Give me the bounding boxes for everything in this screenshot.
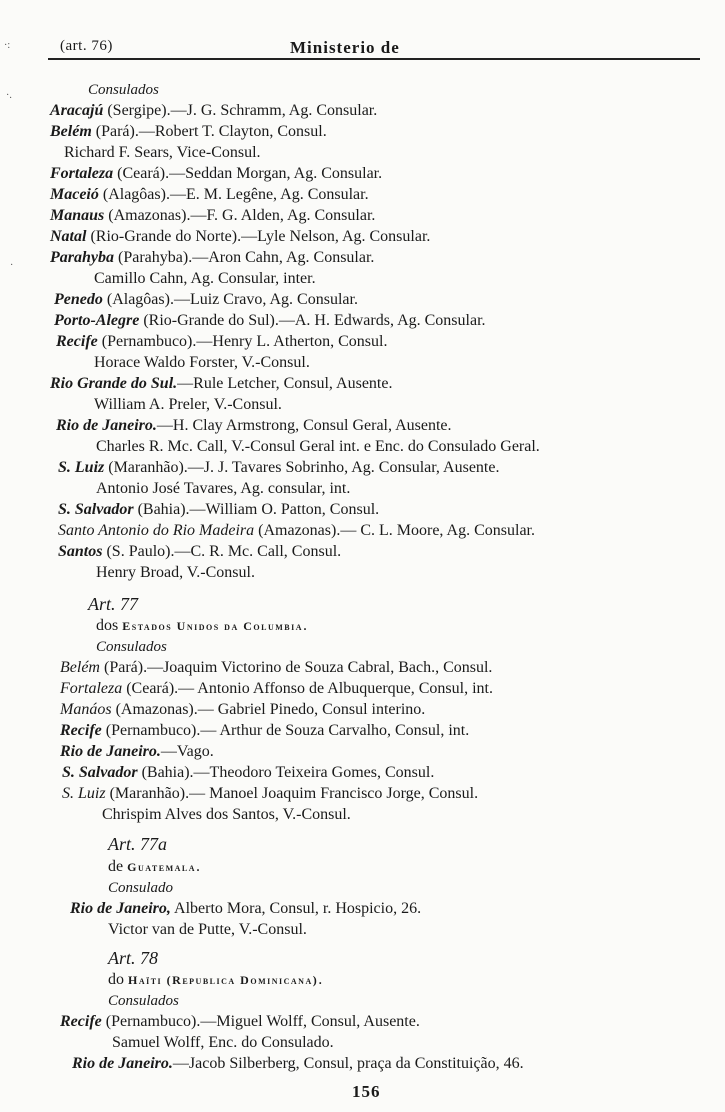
text-segment: . — [303, 617, 307, 634]
text-segment: Antonio José Tavares, Ag. consular, int. — [96, 480, 351, 497]
text-segment: Rio de Janeiro. — [60, 743, 161, 760]
text-segment: (Maranhão).—J. J. Tavares Sobrinho, Ag. Consular, Ausente. — [104, 459, 500, 476]
text-line — [88, 80, 159, 100]
text-line — [50, 248, 374, 268]
text-line — [58, 500, 379, 520]
text-segment: William A. Preler, V.-Consul. — [94, 396, 282, 413]
text-line — [112, 1033, 334, 1053]
text-segment: do — [108, 971, 128, 988]
text-line — [72, 1054, 524, 1074]
text-segment: (Rio-Grande do Norte).—Lyle Nelson, Ag. Consular. — [86, 228, 431, 245]
text-segment: Consulado — [108, 880, 174, 896]
text-line — [60, 742, 214, 762]
text-segment: Alberto Mora, Consul, r. Hospicio, 26. — [170, 900, 422, 917]
text-line — [50, 227, 430, 247]
text-segment: (Amazonas).— Gabriel Pinedo, Consul interino. — [111, 701, 426, 718]
text-segment: . — [318, 971, 323, 988]
text-segment: S. Salvador — [62, 764, 138, 781]
text-segment: (Bahia).—William O. Patton, Consul. — [133, 501, 380, 518]
text-line — [50, 122, 327, 142]
text-segment: Fortaleza — [60, 680, 123, 697]
text-segment: (Rio-Grande do Sul).—A. H. Edwards, Ag. Consular. — [139, 312, 486, 329]
text-segment: Recife — [60, 1013, 102, 1030]
text-segment: Charles R. Mc. Call, V.-Consul Geral int. e Enc. do Consulado Geral. — [96, 438, 540, 455]
text-line — [54, 290, 358, 310]
text-line — [108, 970, 322, 990]
text-line — [94, 395, 282, 415]
text-line — [70, 899, 421, 919]
text-line — [62, 763, 434, 783]
text-segment: . — [196, 858, 201, 875]
text-segment: —H. Clay Armstrong, Consul Geral, Ausente. — [156, 417, 452, 434]
text-segment: Rio de Janeiro. — [72, 1055, 173, 1072]
text-segment: S. Luiz — [58, 459, 105, 476]
text-segment: (Pará).—Robert T. Clayton, Consul. — [91, 123, 327, 140]
margin-speck: ·: — [4, 40, 11, 51]
text-line — [62, 784, 478, 804]
text-segment: (Bahia).—Theodoro Teixeira Gomes, Consul. — [137, 764, 435, 781]
text-line — [58, 542, 341, 562]
text-segment: —Rule Letcher, Consul, Ausente. — [177, 375, 393, 392]
text-segment: (Pernambuco).— Arthur de Souza Carvalho, Consul, int. — [101, 722, 470, 739]
text-line — [96, 479, 350, 499]
text-line — [50, 374, 392, 394]
text-line — [88, 594, 138, 616]
text-line — [94, 269, 316, 289]
text-segment: —Vago. — [160, 743, 214, 760]
text-segment: Santos — [58, 543, 103, 560]
text-line — [64, 143, 261, 163]
text-segment: Recife — [56, 333, 98, 350]
text-segment: Manaus — [50, 207, 105, 224]
text-segment: (Alagôas).—E. M. Legêne, Ag. Consular. — [98, 186, 369, 203]
page-number: 156 — [352, 1082, 381, 1101]
text-segment: (Pernambuco).—Henry L. Atherton, Consul. — [97, 333, 388, 350]
text-segment: Camillo Cahn, Ag. Consular, inter. — [94, 270, 316, 287]
header-title: Ministerio de — [290, 38, 400, 57]
page-header — [60, 38, 700, 60]
text-segment: Manáos — [60, 701, 112, 718]
text-segment: Belém — [60, 659, 100, 676]
text-segment: Recife — [60, 722, 102, 739]
text-line — [58, 458, 499, 478]
text-segment: (Amazonas).—F. G. Alden, Ag. Consular. — [104, 207, 376, 224]
text-segment: Victor van de Putte, V.-Consul. — [108, 921, 307, 938]
text-segment: Belém — [50, 123, 92, 140]
text-segment: (Parahyba).—Aron Cahn, Ag. Consular. — [114, 249, 375, 266]
text-line — [60, 721, 469, 741]
text-segment: S. Luiz — [62, 785, 106, 802]
text-line — [108, 920, 307, 940]
text-line — [108, 878, 173, 898]
text-segment: Estados Unidos da Columbia — [122, 619, 303, 633]
text-line — [60, 658, 492, 678]
text-line — [96, 616, 307, 636]
text-segment: Aracajú — [50, 102, 104, 119]
text-segment: Richard F. Sears, Vice-Consul. — [64, 144, 261, 161]
text-line — [60, 679, 493, 699]
text-segment: Rio Grande do Sul. — [50, 375, 178, 392]
text-segment: Henry Broad, V.-Consul. — [96, 564, 255, 581]
text-line — [96, 637, 167, 657]
text-segment: Rio de Janeiro. — [56, 417, 157, 434]
text-line — [108, 857, 200, 877]
text-line — [94, 353, 310, 373]
text-segment: Consulados — [96, 639, 167, 655]
text-segment: (S. Paulo).—C. R. Mc. Call, Consul. — [102, 543, 342, 560]
text-segment: dos — [96, 617, 123, 634]
text-segment: (Amazonas).— C. L. Moore, Ag. Consular. — [254, 522, 535, 539]
text-segment: Consulados — [88, 82, 159, 98]
text-line — [60, 700, 425, 720]
text-segment: Consulados — [108, 993, 179, 1009]
text-segment: Parahyba — [50, 249, 114, 266]
text-segment: Chrispim Alves dos Santos, V.-Consul. — [102, 806, 351, 823]
text-segment: (Alagôas).—Luiz Cravo, Ag. Consular. — [102, 291, 358, 308]
text-segment: Samuel Wolff, Enc. do Consulado. — [112, 1034, 334, 1051]
text-line — [96, 437, 540, 457]
text-segment: Horace Waldo Forster, V.-Consul. — [94, 354, 310, 371]
text-line — [50, 164, 382, 184]
text-line — [96, 563, 255, 583]
header-article-ref: (art. 76) — [60, 38, 113, 54]
text-segment: Penedo — [54, 291, 103, 308]
text-segment: (Pará).—Joaquim Victorino de Souza Cabral, Bach., Consul. — [99, 659, 493, 676]
text-segment: Haïti (Republica Dominicana) — [128, 973, 319, 987]
text-line — [108, 991, 179, 1011]
text-segment: Santo Antonio do Rio Madeira — [58, 522, 255, 539]
text-segment: (Maranhão).— Manoel Joaquim Francisco Jorge, Consul. — [105, 785, 479, 802]
text-segment: —Jacob Silberberg, Consul, praça da Constituição, 46. — [172, 1055, 524, 1072]
text-line — [58, 521, 535, 541]
text-line — [60, 1012, 420, 1032]
text-line — [102, 805, 351, 825]
text-line — [108, 948, 158, 970]
text-line — [50, 206, 375, 226]
text-line — [56, 332, 387, 352]
text-line — [54, 311, 486, 331]
text-segment: Maceió — [50, 186, 99, 203]
header-rule — [48, 58, 700, 60]
text-segment: (Sergipe).—J. G. Schramm, Ag. Consular. — [103, 102, 378, 119]
text-segment: Rio de Janeiro, — [70, 900, 171, 917]
text-line — [56, 416, 452, 436]
margin-speck: · — [10, 260, 14, 271]
text-segment: (Ceará).—Seddan Morgan, Ag. Consular. — [113, 165, 383, 182]
text-segment: Porto-Alegre — [54, 312, 140, 329]
text-segment: (Ceará).— Antonio Affonso de Albuquerque, Consul, int. — [122, 680, 493, 697]
text-segment: Natal — [50, 228, 87, 245]
text-segment: Art. 77a — [108, 834, 168, 854]
text-segment: de — [108, 858, 128, 875]
text-segment: Fortaleza — [50, 165, 114, 182]
text-line — [50, 185, 369, 205]
margin-speck: ·. — [6, 90, 12, 101]
text-segment: S. Salvador — [58, 501, 134, 518]
text-line — [108, 834, 167, 856]
text-segment: Art. 78 — [108, 948, 159, 968]
text-segment: (Pernambuco).—Miguel Wolff, Consul, Ausente. — [101, 1013, 420, 1030]
text-line — [50, 101, 377, 121]
text-segment: Art. 77 — [88, 594, 139, 614]
text-segment: Guatemala — [127, 860, 197, 874]
